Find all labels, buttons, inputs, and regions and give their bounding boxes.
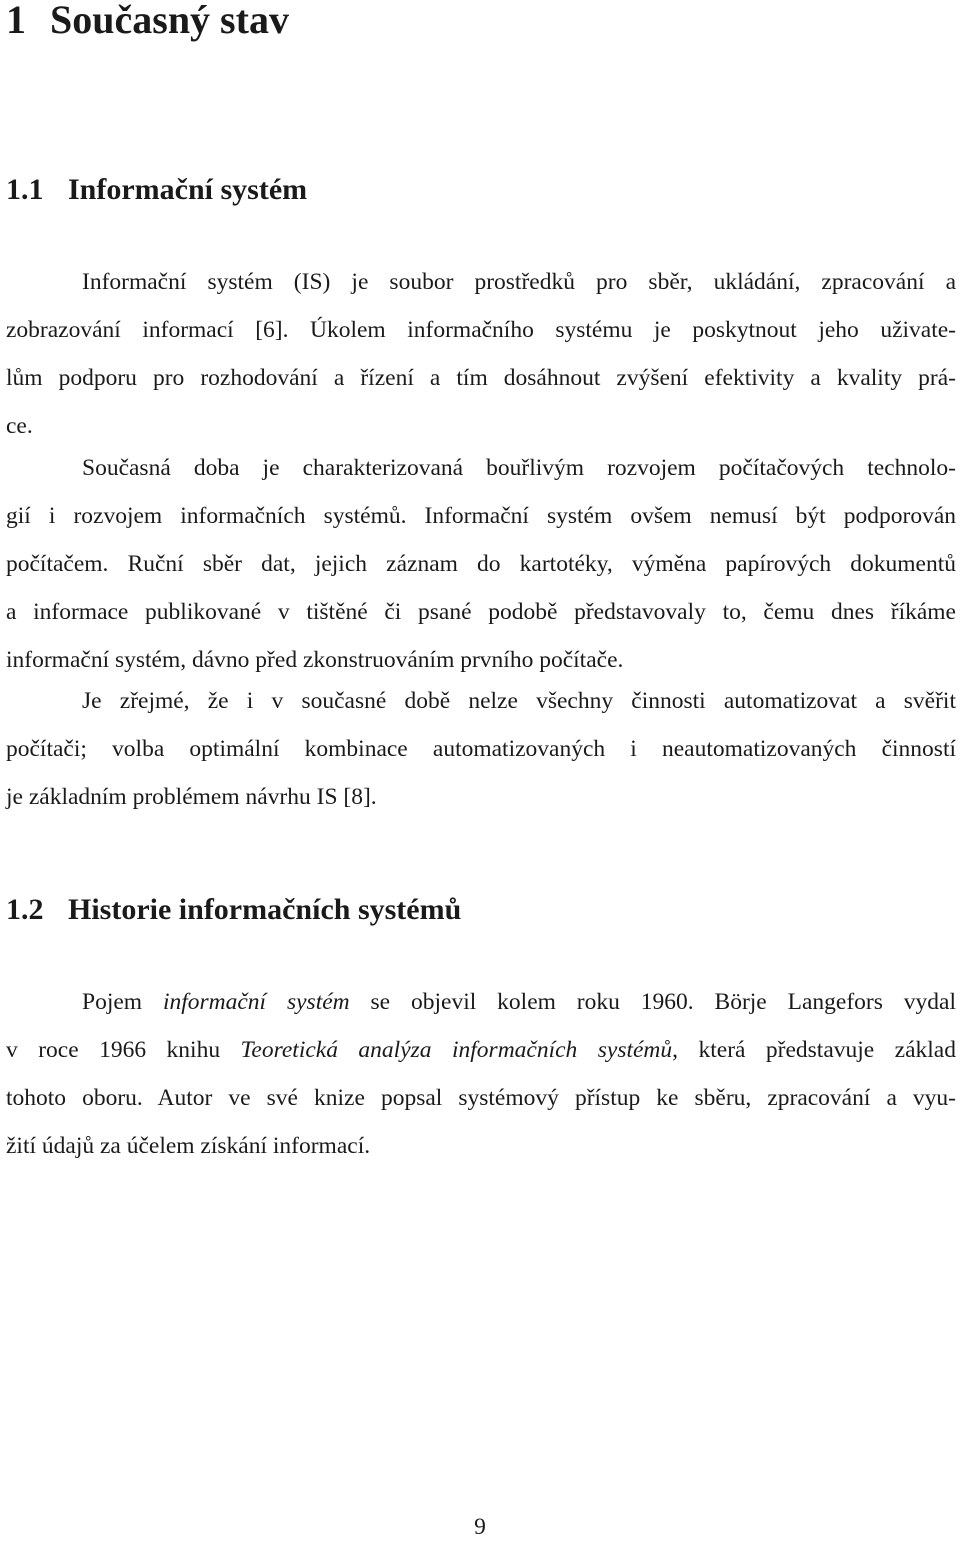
- chapter-number: 1: [6, 0, 26, 42]
- section-number: 1.2: [6, 893, 44, 926]
- section-heading-1-1: [6, 172, 307, 208]
- section-heading-1-2: [6, 892, 461, 928]
- text-line: lům podporu pro rozhodování a řízení a tím dosáhnout zvýšení efektivity a kvality prá-: [6, 365, 956, 391]
- text-line: informační systém, dávno před zkonstruováním prvního počítače.: [6, 647, 624, 673]
- text-run: v roce 1966 knihu: [6, 1037, 241, 1063]
- text-line: je základním problémem návrhu IS [8].: [6, 784, 377, 810]
- text-line: gií i rozvojem informačních systémů. Informační systém ovšem nemusí být podporován: [6, 503, 956, 529]
- page-number: 9: [474, 1514, 486, 1540]
- section-title: Informační systém: [68, 173, 308, 206]
- paragraph: [6, 258, 956, 450]
- chapter-title: Současný stav: [50, 0, 289, 42]
- text-line: počítači; volba optimální kombinace automatizovaných i neautomatizovaných činností: [6, 736, 956, 762]
- text-line: Současná doba je charakterizovaná bouřlivým rozvojem počítačových technolo-: [82, 455, 956, 481]
- paragraph: [6, 677, 956, 821]
- paragraph: [6, 444, 956, 684]
- text-line: zobrazování informací [6]. Úkolem informačního systému je poskytnout jeho uživate-: [6, 317, 956, 343]
- text-run: , která představuje základ: [672, 1037, 956, 1063]
- chapter-heading: [6, 0, 289, 44]
- text-line: tohoto oboru. Autor ve své knize popsal systémový přístup ke sběru, zpracování a vyu-: [6, 1085, 956, 1111]
- text-line: Informační systém (IS) je soubor prostředků pro sběr, ukládání, zpracování a: [82, 269, 956, 295]
- text-line: [6, 978, 956, 1026]
- text-line: ce.: [6, 413, 33, 439]
- text-run: Pojem: [82, 989, 163, 1015]
- text-line: žití údajů za účelem získání informací.: [6, 1133, 371, 1159]
- text-line: [6, 1026, 956, 1074]
- text-line: Je zřejmé, že i v současné době nelze všechny činnosti automatizovat a svěřit: [82, 688, 956, 714]
- italic-book-title: Teoretická analýza informačních systémů: [240, 1037, 673, 1063]
- text-line: a informace publikované v tištěné či psané podobě představovaly to, čemu dnes říkáme: [6, 599, 956, 625]
- text-line: počítačem. Ruční sběr dat, jejich záznam do kartotéky, výměna papírových dokumentů: [6, 551, 956, 577]
- text-run: se objevil kolem roku 1960. Börje Langefors vydal: [349, 989, 956, 1015]
- paragraph: [6, 978, 956, 1170]
- section-title: Historie informačních systémů: [68, 893, 462, 926]
- italic-term: informační systém: [162, 989, 350, 1015]
- section-number: 1.1: [6, 173, 44, 206]
